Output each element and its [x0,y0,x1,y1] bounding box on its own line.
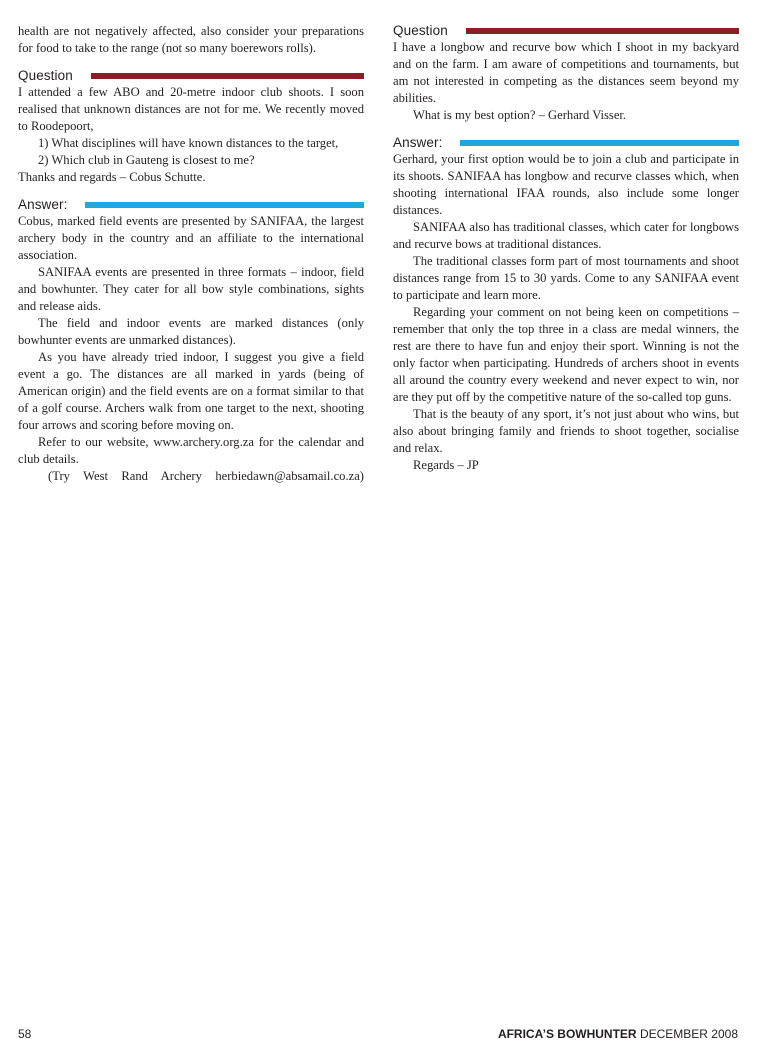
issue-date: DECEMBER 2008 [639,1027,738,1041]
answer-paragraph: Cobus, marked field events are presented by SANIFAA, the largest archery body in the country and an affiliate to the international association. [18,214,364,262]
answer-paragraph: Refer to our website, www.archery.org.za for the calendar and club details. [18,435,364,466]
question-signature: What is my best option? – Gerhard Visser. [413,108,627,122]
answer-paragraph: SANIFAA events are presented in three formats – indoor, field and bowhunter. They cater for all bow style combinations, sights and release aids. [18,265,364,313]
answer-heading [393,134,739,151]
answer-paragraph: Gerhard, your first option would be to join a club and participate in its shoots. SANIFAA has longbow and recurve classes which, when shooting international IFAA rounds, also include some longer distances. [393,152,739,217]
answer-label: Answer: [393,135,443,150]
answer-rule [85,202,364,208]
question-paragraph: I have a longbow and recurve bow which I shoot in my backyard and on the farm. I am aware of competitions and tournaments, but am not interested in competing as the distances seem beyond my abilities. [393,40,739,105]
answer-rule [460,140,739,146]
answer-heading [18,196,364,213]
question-rule [466,28,739,34]
magazine-title: AFRICA’S BOWHUNTER [497,1027,637,1041]
answer-paragraph: The field and indoor events are marked distances (only bowhunter events are unmarked distances). [18,316,364,347]
page-footer [18,1027,738,1041]
question-signature: Thanks and regards – Cobus Schutte. [18,170,206,184]
club-contact: (Try West Rand Archery herbiedawn@absamail.co.za) [48,469,364,483]
left-column [18,23,364,485]
intro-paragraph: health are not negatively affected, also consider your preparations for food to take to the range (not so many boerewors rolls). [18,24,364,55]
question-label: Question [18,68,73,83]
question-list-item: 2) Which club in Gauteng is closest to me? [38,153,255,167]
answer-signature: Regards – JP [413,458,479,472]
question-rule [91,73,364,79]
answer-paragraph: That is the beauty of any sport, it’s not just about who wins, but also about bringing family and friends to shoot together, socialise and relax. [393,407,739,455]
answer-paragraph: Regarding your comment on not being keen on competitions – remember that only the top three in a class are medal winners, the rest are there to have fun and enjoy their sport. Winning is not the only factor when participating. Hundreds of archers shoot in events all around the country every weekend and never expect to win, nor are they put off by the competitive nature of the so-called top guns. [393,305,739,404]
page-number: 58 [18,1027,32,1041]
magazine-credit [498,1027,738,1041]
question-list-item: 1) What disciplines will have known distances to the target, [38,136,339,150]
question-paragraph: I attended a few ABO and 20-metre indoor club shoots. I soon realised that unknown distances are not for me. We recently moved to Roodepoort, [18,85,364,133]
question-label: Question [393,23,448,38]
answer-paragraph: The traditional classes form part of most tournaments and shoot distances range from 15 to 30 yards. Come to any SANIFAA event to participate and learn more. [393,254,739,302]
answer-paragraph: SANIFAA also has traditional classes, which cater for longbows and recurve bows at traditional distances. [393,220,739,251]
question-heading [393,22,739,39]
question-heading [18,67,364,84]
answer-label: Answer: [18,197,68,212]
right-column [393,23,739,474]
answer-paragraph: As you have already tried indoor, I suggest you give a field event a go. The distances are all marked in yards (being of American origin) and the field events are on a format similar to that of a golf course. Archers walk from one target to the next, shooting four arrows and scoring before moving on. [18,350,364,432]
